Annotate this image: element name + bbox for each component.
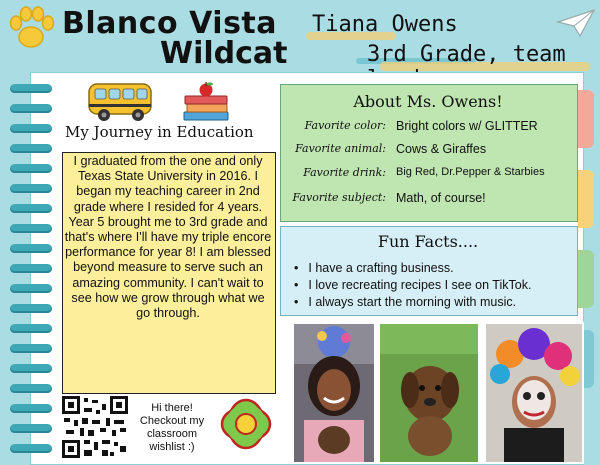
fun-facts-title: Fun Facts.... bbox=[377, 232, 479, 251]
spiral-ring bbox=[10, 404, 52, 413]
about-row-subject bbox=[286, 191, 576, 213]
spiral-ring bbox=[10, 84, 52, 93]
fun-fact-item: • I have a crafting business. bbox=[294, 260, 574, 277]
about-label: Favorite drink: bbox=[303, 166, 386, 179]
spiral-ring bbox=[10, 364, 52, 373]
spiral-ring bbox=[10, 144, 52, 153]
journey-title: My Journey in Education bbox=[65, 123, 254, 141]
about-label: Favorite subject: bbox=[292, 191, 386, 204]
teacher-role: 3rd Grade, team bbox=[367, 42, 566, 67]
spiral-ring bbox=[10, 184, 52, 193]
spiral-ring bbox=[10, 424, 52, 433]
spiral-ring bbox=[10, 104, 52, 113]
paw-print-icon bbox=[6, 6, 56, 52]
apple-on-books-icon bbox=[180, 82, 232, 124]
spiral-ring bbox=[10, 204, 52, 213]
fun-fact-item: • I love recreating recipes I see on TikTok. bbox=[294, 277, 574, 294]
wishlist-text: Hi there! Checkout my classroom wishlist :) bbox=[139, 402, 205, 453]
teacher-photo bbox=[292, 322, 376, 464]
notebook-tab bbox=[578, 250, 594, 308]
notebook-tab bbox=[578, 90, 594, 148]
about-row-drink bbox=[286, 166, 576, 188]
spiral-ring bbox=[10, 164, 52, 173]
spiral-ring bbox=[10, 444, 52, 453]
about-value: Big Red, Dr.Pepper & Starbies bbox=[396, 166, 545, 178]
fun-fact-item: • I always start the morning with music. bbox=[294, 294, 574, 311]
spiral-ring bbox=[10, 304, 52, 313]
puppy-photo bbox=[378, 322, 480, 464]
school-name-line1: Blanco Vista bbox=[62, 6, 278, 41]
spiral-ring bbox=[10, 284, 52, 293]
spiral-ring bbox=[10, 224, 52, 233]
about-row-color bbox=[286, 119, 576, 141]
spiral-ring bbox=[10, 384, 52, 393]
about-label: Favorite animal: bbox=[295, 142, 386, 155]
qr-code[interactable] bbox=[62, 396, 128, 458]
about-row-animal bbox=[286, 142, 576, 164]
spiral-ring bbox=[10, 324, 52, 333]
about-value: Math, of course! bbox=[396, 191, 486, 205]
flower-icon bbox=[210, 392, 282, 460]
spiral-ring bbox=[10, 124, 52, 133]
school-name-line2: Wildcat bbox=[160, 36, 288, 71]
spiral-ring bbox=[10, 344, 52, 353]
paper-plane-icon bbox=[556, 8, 596, 38]
notebook-tab bbox=[578, 170, 594, 228]
journey-text: I graduated from the one and only Texas State University in 2016. I began my teaching career in 2nd grade where I resided for 4 years. Year 5 brought me to 3rd grade and that's where I'll have my triple encore performance for year 8! I am blessed beyond measure to serve such an amazing community. I can't wait to see how we grow through what we go through. bbox=[64, 154, 272, 321]
about-value: Bright colors w/ GLITTER bbox=[396, 119, 538, 133]
spiral-ring bbox=[10, 264, 52, 273]
about-title: About Ms. Owens! bbox=[353, 92, 503, 111]
costume-photo bbox=[484, 322, 584, 464]
spiral-ring bbox=[10, 244, 52, 253]
fun-facts-list bbox=[294, 260, 574, 311]
about-value: Cows & Giraffes bbox=[396, 142, 487, 156]
about-label: Favorite color: bbox=[304, 119, 386, 132]
school-bus-icon bbox=[86, 78, 158, 124]
teacher-name: Tiana Owens bbox=[312, 12, 458, 37]
